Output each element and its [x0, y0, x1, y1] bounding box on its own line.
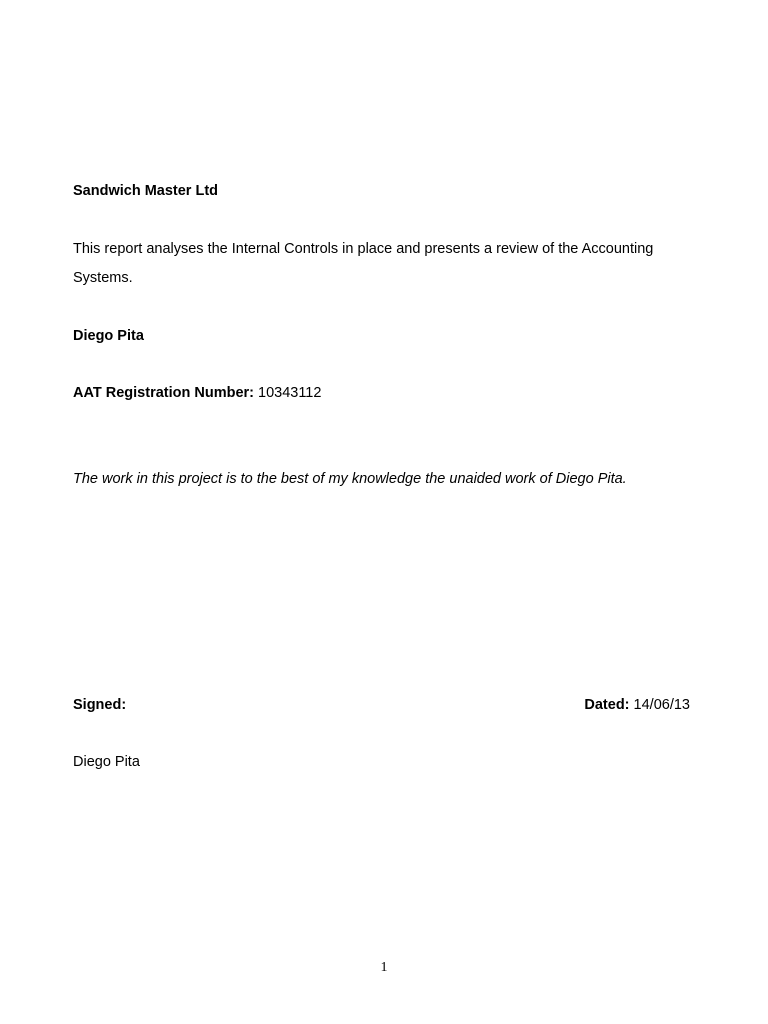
registration-number-label: AAT Registration Number: — [73, 385, 254, 401]
dated-label: Dated: — [584, 697, 630, 713]
registration-number-value: 10343112 — [258, 385, 322, 401]
signer-name: Diego Pita — [73, 754, 140, 770]
signed-label: Signed: — [73, 697, 127, 713]
page-number: 1 — [380, 960, 388, 975]
company-name: Sandwich Master Ltd — [73, 183, 219, 199]
report-description-line-1: This report analyses the Internal Controls in place and presents a review of the Accounting — [73, 241, 654, 257]
registration-number-row — [73, 383, 321, 403]
report-description-line-2: Systems. — [73, 270, 133, 286]
declaration-statement: The work in this project is to the best of my knowledge the unaided work of Diego Pita. — [73, 471, 627, 487]
author-name: Diego Pita — [73, 328, 144, 344]
dated-row — [584, 695, 690, 715]
dated-value: 14/06/13 — [633, 697, 690, 713]
